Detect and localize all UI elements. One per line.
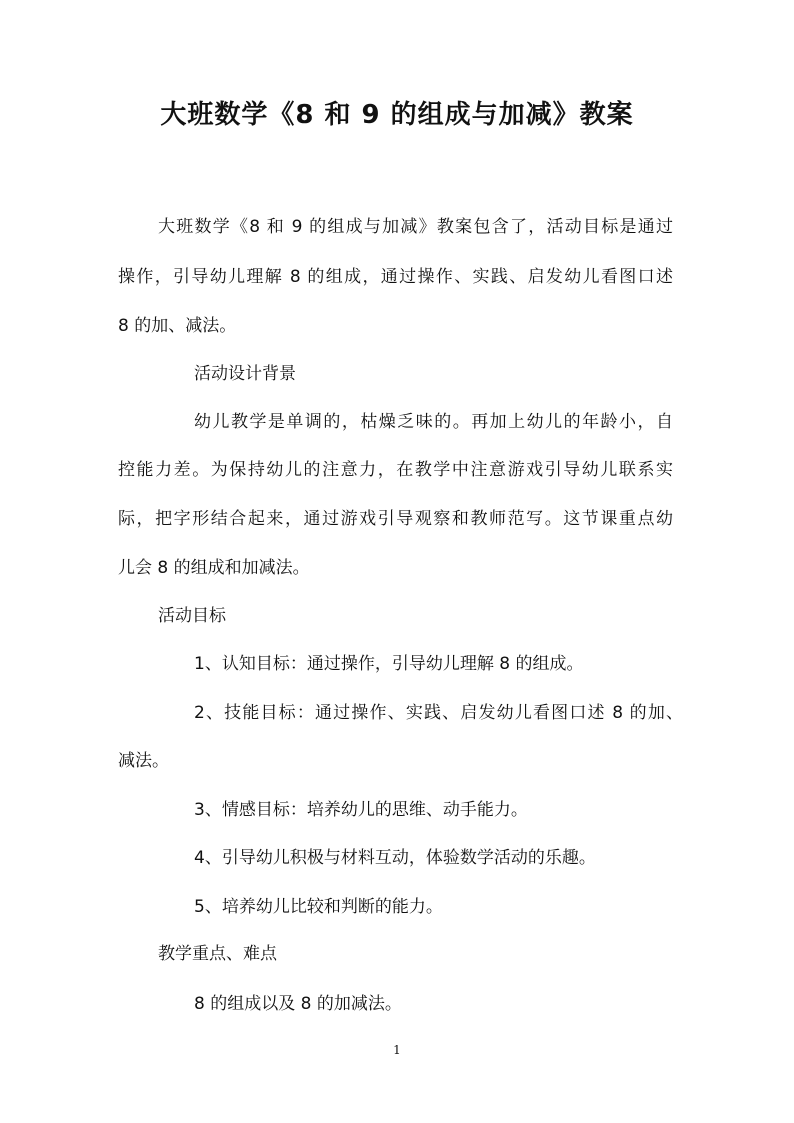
background-line-4: 儿会 8 的组成和加减法。 [118,558,310,578]
background-line-1: 幼儿教学是单调的，枯燥乏味的。再加上幼儿的年龄小，自 [194,412,673,432]
goal-item-4: 4、引导幼儿积极与材料互动，体验数学活动的乐趣。 [194,848,596,868]
background-line-2: 控能力差。为保持幼儿的注意力，在教学中注意游戏引导幼儿联系实 [118,460,673,480]
page-number: 1 [393,1043,401,1057]
goal-item-5: 5、培养幼儿比较和判断的能力。 [194,897,443,917]
goal-item-3: 3、情感目标：培养幼儿的思维、动手能力。 [194,800,528,820]
goal-item-1: 1、认知目标：通过操作，引导幼儿理解 8 的组成。 [194,654,584,674]
intro-line-2: 操作，引导幼儿理解 8 的组成，通过操作、实践、启发幼儿看图口述 [118,267,673,287]
background-heading: 活动设计背景 [194,364,296,384]
intro-line-1: 大班数学《8 和 9 的组成与加减》教案包含了，活动目标是通过 [158,217,673,237]
goal-item-2-line-2: 减法。 [118,751,169,771]
key-points-line-1: 8 的组成以及 8 的加减法。 [194,994,402,1014]
goal-item-2-line-1: 2、技能目标：通过操作、实践、启发幼儿看图口述 8 的加、 [194,703,683,723]
goals-heading: 活动目标 [158,606,226,626]
document-title: 大班数学《8 和 9 的组成与加减》教案 [160,100,634,130]
background-line-3: 际，把字形结合起来，通过游戏引导观察和教师范写。这节课重点幼 [118,509,673,529]
intro-line-3: 8 的加、减法。 [118,316,237,336]
key-points-heading: 教学重点、难点 [158,944,277,964]
